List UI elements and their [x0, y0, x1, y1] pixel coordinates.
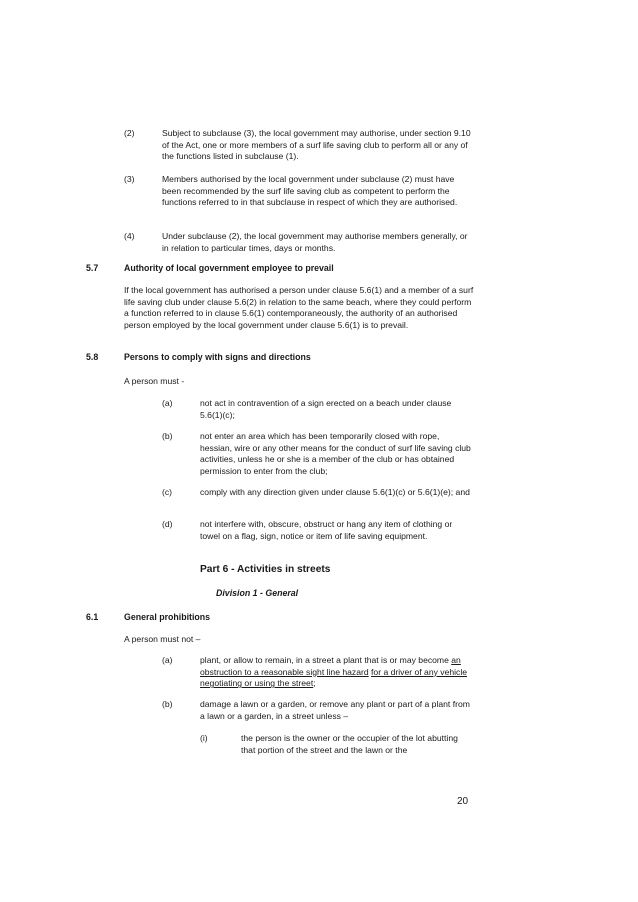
- item-text: [200, 655, 472, 690]
- section-number: 5.8: [86, 352, 99, 362]
- subitem-number: (i): [200, 733, 208, 743]
- item-number: (a): [162, 655, 173, 665]
- underlined-text: for a driver of any vehicle negotiating or using the street: [200, 666, 468, 689]
- item-number: (c): [162, 487, 173, 497]
- item-text: not enter an area which has been temporarily closed with rope, hessian, wire or any other means for the conduct of surf life saving club activities, unless he or she is a member of the club or has obtained permission to enter from the club;: [200, 431, 471, 476]
- item-text: comply with any direction given under clause 5.6(1)(c) or 5.6(1)(e); and: [200, 487, 470, 497]
- item-number: (d): [162, 519, 173, 529]
- section-number: 6.1: [86, 612, 99, 622]
- clause-number: (2): [124, 128, 135, 138]
- section-body: If the local government has authorised a person under clause 5.6(1) and a member of a surf life saving club under clause 5.6(2) in relation to the same beach, where they could perform a function referred to in clause 5.6(1) contemporaneously, the authority of an authorised person employed by the local government under clause 5.6(1) is to prevail.: [124, 285, 474, 330]
- item-number: (b): [162, 699, 173, 709]
- item-number: (a): [162, 398, 173, 408]
- clause-number: (3): [124, 174, 135, 184]
- page-number: 20: [457, 796, 469, 807]
- item-text: not interfere with, obscure, obstruct or hang any item of clothing or towel on a flag, sign, notice or item of life saving equipment.: [200, 519, 453, 541]
- item-text-part: plant, or allow to remain, in a street a plant that is or may become: [200, 655, 452, 665]
- section-heading: Persons to comply with signs and directions: [124, 352, 311, 362]
- part-heading: Part 6 - Activities in streets: [200, 564, 331, 575]
- item-text-part: ;: [313, 678, 316, 689]
- item-text: not act in contravention of a sign erected on a beach under clause 5.6(1)(c);: [200, 398, 452, 420]
- underlined-text: an obstruction to a reasonable sight line hazard: [200, 655, 461, 677]
- subitem-text: the person is the owner or the occupier of the lot abutting that portion of the street and the lawn or the: [241, 733, 458, 755]
- section-number: 5.7: [86, 263, 99, 273]
- section-intro: A person must -: [124, 376, 185, 386]
- clause-text: Members authorised by the local government under subclause (2) must have been recommended by the surf life saving club as competent to perform the functions referred to in that subclause in respect of which they are authorised.: [162, 174, 458, 208]
- section-intro: A person must not –: [124, 634, 201, 644]
- section-heading: Authority of local government employee to prevail: [124, 263, 334, 273]
- clause-number: (4): [124, 231, 135, 241]
- division-heading: Division 1 - General: [216, 588, 299, 598]
- item-text: damage a lawn or a garden, or remove any plant or part of a plant from a lawn or a garden, in a street unless –: [200, 699, 470, 721]
- section-heading: General prohibitions: [124, 612, 211, 622]
- clause-text: Subject to subclause (3), the local government may authorise, under section 9.10 of the Act, one or more members of a surf life saving club to perform all or any of the functions listed in subclause (1).: [162, 128, 471, 162]
- item-number: (b): [162, 431, 173, 441]
- clause-text: Under subclause (2), the local government may authorise members generally, or in relation to particular times, days or months.: [162, 231, 468, 253]
